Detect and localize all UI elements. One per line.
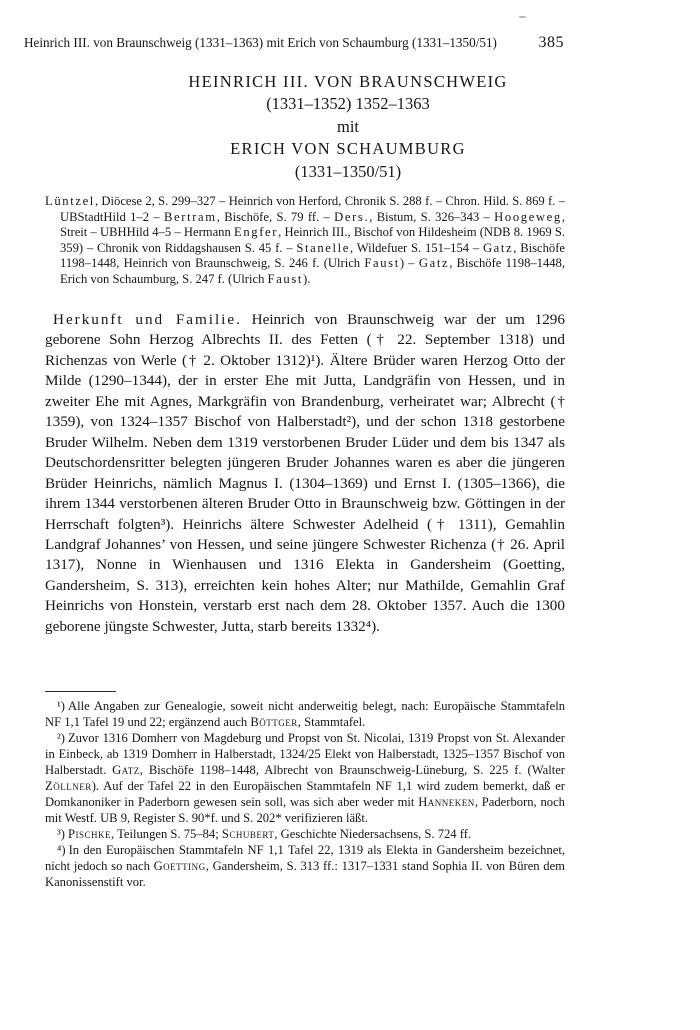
footnote-4-marker: ⁴)	[57, 843, 66, 857]
footnote-2	[45, 730, 565, 826]
footnotes-section	[45, 698, 565, 890]
bibliography-paragraph: Lüntzel, Diöcese 2, S. 299–327 – Heinrich von Herford, Chronik S. 288 f. – Chron. Hild. S. 869 f. – UBStadtHild 1–2 – Bertram, Bischöfe, S. 79 ff. – Ders., Bistum, S. 326–343 – Hoogeweg, Streit – UBHHild 4–5 – Hermann Engfer, Heinrich III., Bischof von Hildesheim (NDB 8. 1969 S. 359) – Chronik von Riddagshausen S. 45 f. – Stanelle, Wildefuer S. 151–154 – Gatz, Bischöfe 1198–1448, Heinrich von Braunschweig, S. 246 f. (Ulrich Faust) – Gatz, Bischöfe 1198–1448, Erich von Schaumburg, S. 247 f. (Ulrich Faust).	[45, 194, 565, 286]
footnote-2-marker: ²)	[57, 731, 65, 745]
footnote-2-text: Zuvor 1316 Domherr von Magdeburg und Propst von St. Nicolai, 1319 Propst von St. Alexander in Einbeck, ab 1319 Domherr in Halberstadt, 1324/25 Elekt von Halberstadt, 1325–1357 Bischof von Halberstadt. Gatz, Bischöfe 1198–1448, Albrecht von Braunschweig-Lüneburg, S. 225 f. (Walter Zöllner). Auf der Tafel 22 in den Europäischen Stammtafeln NF 1,1 wird zudem bemerkt, daß er Domkanoniker in Paderborn gewesen sein soll, was sich aber weder mit Hanneken, Paderborn, noch mit Westf. UB 9, Register S. 90*f. und S. 202* verifizieren läßt.	[45, 731, 565, 825]
page-number: 385	[538, 34, 564, 51]
footnote-1	[45, 698, 565, 730]
footnote-4	[45, 842, 565, 890]
running-header	[24, 34, 564, 52]
title-name-primary: HEINRICH III. VON BRAUNSCHWEIG	[188, 72, 508, 91]
main-paragraph: Herkunft und Familie. Heinrich von Braunschweig war der um 1296 geborene Sohn Herzog Albrechts II. des Fetten († 22. September 1318) und Richenzas von Werle († 2. Oktober 1312)¹). Ältere Brüder waren Herzog Otto der Milde (1290–1344), der in erster Ehe mit Jutta, Landgräfin von Hessen, und in zweiter Ehe mit Agnes, Markgräfin von Brandenburg, verheiratet war; Albrecht († 1359), von 1324–1357 Bischof von Halberstadt²), und der schon 1318 gestorbene Bruder Wilhelm. Neben dem 1319 verstorbenen Bruder Lüder und dem bis 1347 als Deutschordensritter belegten jüngeren Bruder Johannes waren es aber die jüngeren Brüder Heinrichs, nämlich Magnus I. (1304–1369) und Ernst I. (1305–1366), die ihrem 1344 verstorbenen älteren Bruder Otto in Braunschweig bzw. Göttingen in der Herrschaft folgten³). Heinrichs ältere Schwester Adelheid († 1311), Gemahlin Landgraf Johannes’ von Hessen, und seine jüngere Schwester Richenza († 26. April 1317), Nonne in Wienhausen und 1316 Elekta in Gandersheim (Goetting, Gandersheim, S. 313), erreichten kein hohes Alter; nur Mathilde, Gemahlin Graf Heinrichs von Honstein, verstarb erst nach dem 28. Oktober 1357. Auch die 1300 geborene jüngste Schwester, Jutta, starb bereits 1332⁴).	[45, 311, 565, 635]
running-header-text: Heinrich III. von Braunschweig (1331–1363) mit Erich von Schaumburg (1331–1350/51)	[24, 35, 497, 50]
scan-artifact	[519, 16, 526, 18]
title-name-secondary: ERICH VON SCHAUMBURG	[230, 139, 466, 159]
footnote-3-text: Pischke, Teilungen S. 75–84; Schubert, Geschichte Niedersachsens, S. 724 ff.	[67, 827, 472, 841]
footnote-3	[45, 826, 565, 842]
footnote-3-marker: ³)	[57, 827, 65, 841]
title-block	[88, 71, 608, 183]
footnote-separator-rule	[45, 691, 116, 692]
title-dates-secondary: (1331–1350/51)	[294, 161, 402, 181]
title-dates-primary: (1331–1352) 1352–1363	[266, 94, 430, 114]
footnote-1-text: Alle Angaben zur Genealogie, soweit nicht anderweitig belegt, nach: Europäische Stammtafeln NF 1,1 Tafel 19 und 22; ergänzend auch Böttger, Stammtafel.	[45, 699, 565, 729]
title-connector: mit	[336, 116, 359, 136]
footnote-4-text: In den Europäischen Stammtafeln NF 1,1 Tafel 22, 1319 als Elekta in Gandersheim bezeichnet, nicht jedoch so nach Goetting, Gandersheim, S. 313 ff.: 1317–1331 stand Sophia II. von Büren dem Kanonissenstift vor.	[45, 843, 565, 889]
footnote-1-marker: ¹)	[57, 699, 65, 713]
